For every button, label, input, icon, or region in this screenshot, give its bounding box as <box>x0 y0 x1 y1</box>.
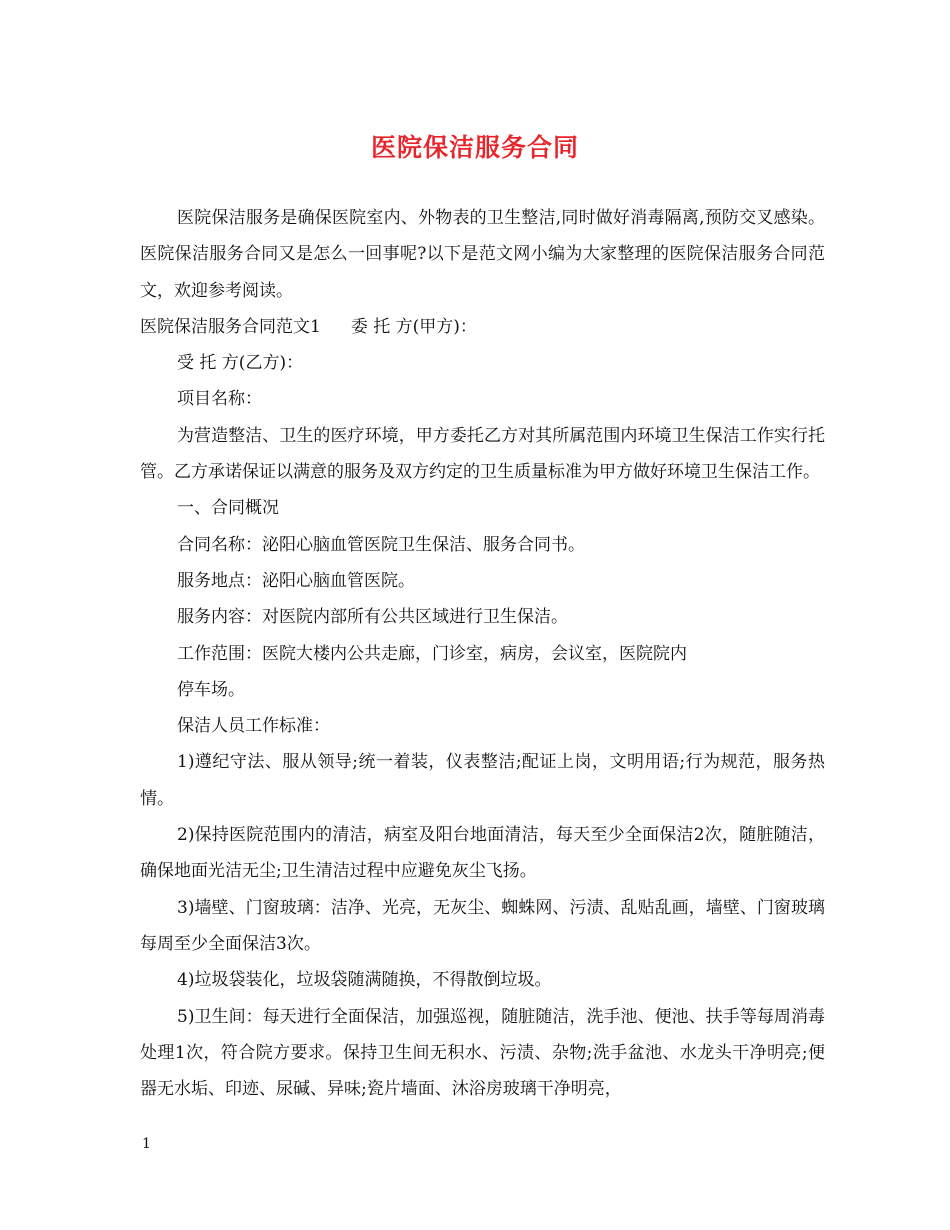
project-name-label: 项目名称： <box>177 389 262 410</box>
document-title: 医院保洁服务合同 <box>370 133 579 162</box>
standard-item: 4)垃圾袋装化，垃圾袋随满随换，不得散倒垃圾。 <box>177 970 552 991</box>
standard-item: 1)遵纪守法、服从领导;统一着装，仪表整洁;配证上岗，文明用语;行为规范，服务热情。 <box>140 752 825 809</box>
standards-heading: 保洁人员工作标准： <box>177 716 330 737</box>
service-location: 服务地点：泌阳心脑血管医院。 <box>177 570 415 591</box>
document-body <box>140 200 825 1107</box>
example-heading-line <box>140 309 825 345</box>
page-number: 1 <box>142 1136 151 1152</box>
service-content: 服务内容：对医院内部所有公共区域进行卫生保洁。 <box>177 607 568 628</box>
purpose-paragraph: 为营造整洁、卫生的医疗环境，甲方委托乙方对其所属范围内环境卫生保洁工作实行托管。乙方承诺保证以满意的服务及双方约定的卫生质量标准为甲方做好环境卫生保洁工作。 <box>140 425 825 483</box>
example-heading: 医院保洁服务合同范文1 <box>140 316 321 337</box>
party-b-label: 受 托 方(乙方)： <box>177 353 304 374</box>
standard-item: 2)保持医院范围内的清洁，病室及阳台地面清洁，每天至少全面保洁2次，随脏随洁，确保地面光洁无尘;卫生清洁过程中应避免灰尘飞扬。 <box>140 825 825 882</box>
section-heading: 一、合同概况 <box>177 498 279 519</box>
intro-paragraph: 医院保洁服务是确保医院室内、外物表的卫生整洁,同时做好消毒隔离,预防交叉感染。医院保洁服务合同又是怎么一回事呢?以下是范文网小编为大家整理的医院保洁服务合同范文，欢迎参考阅读。 <box>140 208 825 301</box>
contract-name: 合同名称：泌阳心脑血管医院卫生保洁、服务合同书。 <box>177 534 585 555</box>
work-scope: 工作范围：医院大楼内公共走廊，门诊室，病房，会议室，医院院内 <box>177 643 687 664</box>
standard-item: 5)卫生间：每天进行全面保洁，加强巡视，随脏随洁，洗手池、便池、扶手等每周消毒处理1次，符合院方要求。保持卫生间无积水、污渍、杂物;洗手盆池、水龙头干净明亮;便器无水垢、印迹、尿碱、异味;瓷片墙面、沐浴房玻璃干净明亮， <box>140 1006 825 1100</box>
work-scope-continued: 停车场。 <box>177 679 245 700</box>
party-a-label: 委 托 方(甲方)： <box>350 316 477 337</box>
standard-item: 3)墙壁、门窗玻璃：洁净、光亮，无灰尘、蜘蛛网、污渍、乱贴乱画，墙壁、门窗玻璃每周至少全面保洁3次。 <box>140 897 825 954</box>
